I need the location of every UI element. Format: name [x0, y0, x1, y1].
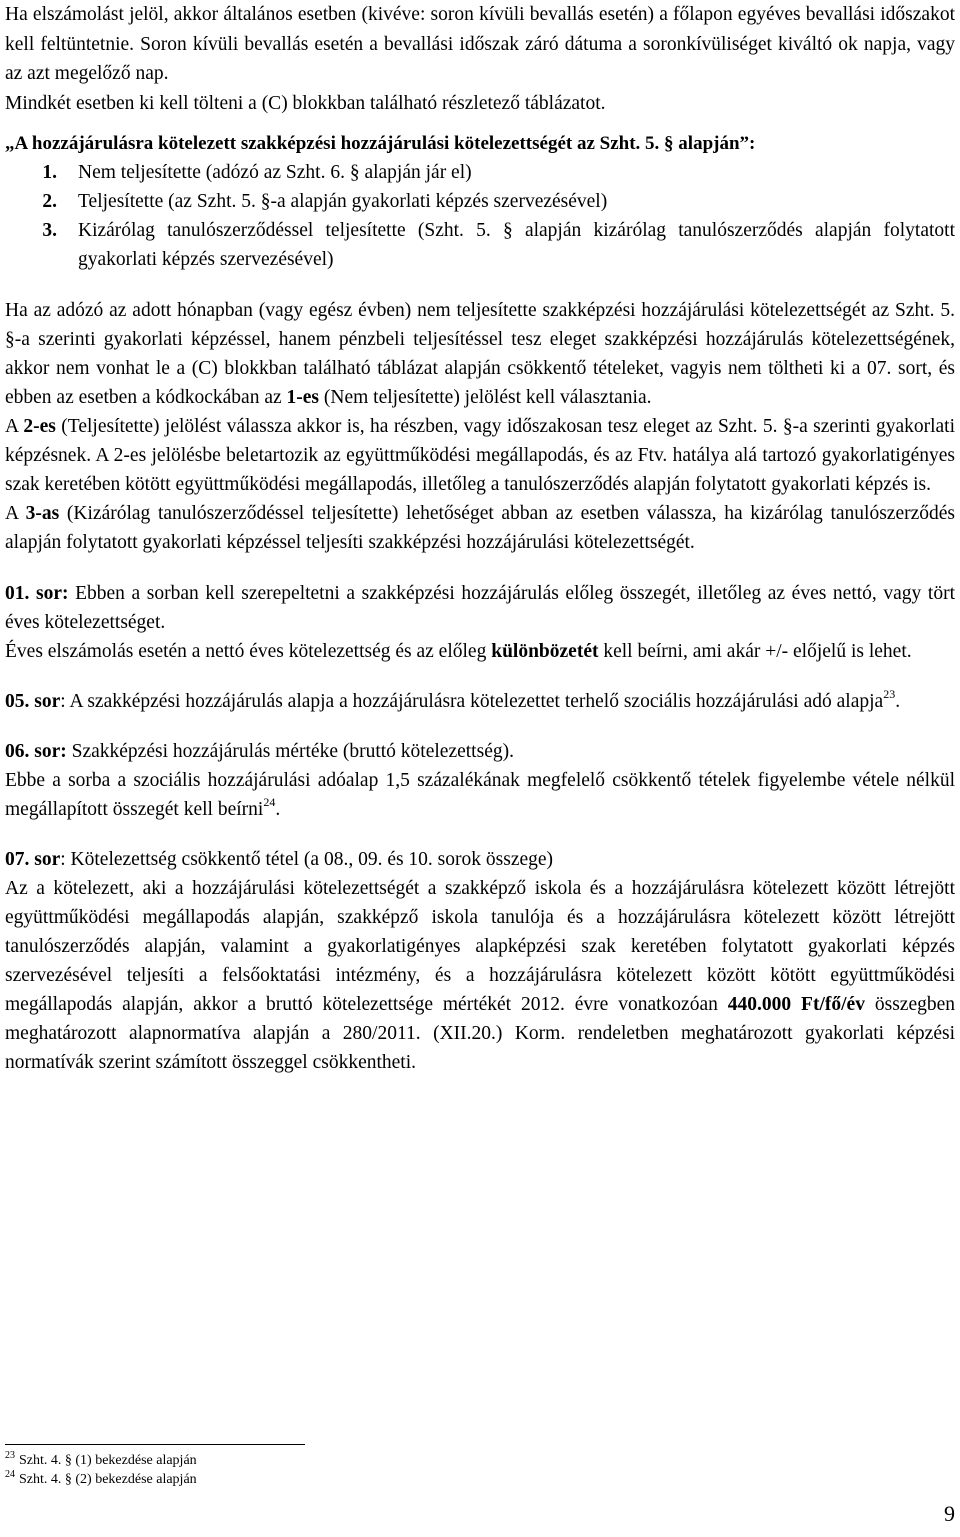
footnote-number: 23 [5, 1450, 15, 1461]
row-label: 01. sor: [5, 583, 69, 604]
row-label: 06. sor: [5, 741, 67, 762]
row-text: . [895, 691, 901, 712]
row-06-description [5, 737, 955, 766]
row-label: 07. sor [5, 849, 61, 870]
row-text: Ebben a sorban kell szerepeltetni a szakképzési hozzájárulás előleg összegét, illetőleg az éves nettó, vagy tört éves kötelezettséget. [5, 583, 955, 633]
explain-text: A [5, 503, 26, 524]
footnote-text: Szht. 4. § (1) bekezdése alapján [19, 1453, 197, 1468]
row-text: összegben meghatározott alapnormatíva alapján a 280/2011. (XII.20.) Korm. rendeletben meghatározott gyakorlati képzési normatívák szerint számított összeggel csökkentheti. [5, 994, 955, 1073]
row-01-annual-note [5, 637, 955, 666]
row-text: Szakképzési hozzájárulás mértéke (bruttó kötelezettség). [66, 741, 514, 762]
row-07-note [5, 874, 955, 1077]
explain-text: (Nem teljesítette) jelölést kell választania. [319, 387, 652, 408]
footnote-ref: 23 [883, 687, 896, 701]
explain-paragraph-3 [5, 499, 955, 557]
footnote-number: 24 [5, 1469, 15, 1480]
option-number: 2. [42, 191, 57, 212]
footnote-divider [5, 1444, 305, 1445]
intro-paragraph-table-note: Mindkét esetben ki kell tölteni a (C) blokkban található részletező táblázatot. [5, 92, 606, 114]
footnotes [5, 1444, 605, 1489]
row-text: Éves elszámolás esetén a nettó éves kötelezettség és az előleg [5, 641, 492, 662]
row-text: kell beírni, ami akár +/- előjelű is lehet. [598, 641, 912, 662]
row-text: . [275, 799, 281, 820]
footnote-item [5, 1451, 605, 1470]
document-page [5, 0, 955, 1077]
section-heading: „A hozzájárulásra kötelezett szakképzési hozzájárulási kötelezettségét az Szht. 5. § alapján”: [5, 133, 756, 154]
intro-section [5, 0, 955, 118]
option-list [5, 158, 955, 274]
option-number: 1. [42, 162, 57, 183]
explain-text: A [5, 416, 24, 437]
option-text: Teljesítette (az Szht. 5. §-a alapján gyakorlati képzés szervezésével) [78, 191, 608, 212]
option-item [5, 187, 955, 216]
row-01-description [5, 579, 955, 637]
option-code-2: 2-es [23, 416, 56, 437]
option-code-1: 1-es [286, 387, 320, 408]
row-text: Az a kötelezett, aki a hozzájárulási kötelezettségét a szakképző iskola és a hozzájárulásra kötelezett között létrejött együttműködési megállapodás alapján, szakképző iskola tanulója és a hozzájárulásra kötelezett között létrejött tanulószerződés alapján, valamint a gyakorlatigényes alapképzési szak keretében folytatott gyakorlati képzés szervezésével teljesíti a felsőoktatási intézmény, és a hozzájárulásra kötelezett között kötött együttműködési megállapodás alapján, akkor a bruttó kötelezettsége mértékét 2012. évre vonatkozóan [5, 878, 955, 1015]
option-code-3: 3-as [25, 503, 60, 524]
option-number: 3. [42, 220, 57, 241]
option-item [5, 216, 955, 274]
row-text: Ebbe a sorba a szociális hozzájárulási adóalap 1,5 százalékának megfelelő csökkentő tételek figyelembe vétele nélkül megállapított összegét kell beírni [5, 770, 955, 820]
explain-text: (Teljesítette) jelölést válassza akkor is, ha részben, vagy időszakosan tesz eleget az Szht. 5. §-a szerinti gyakorlati képzésnek. A 2-es jelölésbe beletartozik az együttműködési megállapodás, és az Ftv. hatálya alá tartozó gyakorlatigényes szak keretében kötött együttműködési megállapodás, illetőleg a tanulószerződés alapján folytatott gyakorlati képzés is. [5, 416, 955, 495]
intro-paragraph: Ha elszámolást jelöl, akkor általános esetben (kivéve: soron kívüli bevallás esetén) a főlapon egyéves bevallási időszakot kell feltüntetnie. Soron kívüli bevallás esetén a bevallási időszak záró dátuma a soronkívüliséget kiváltó ok napja, vagy az azt megelőző nap. [5, 4, 955, 84]
footnote-item [5, 1470, 605, 1489]
footnote-ref: 24 [263, 795, 276, 809]
explain-text: (Kizárólag tanulószerződéssel teljesítette) lehetőséget abban az esetben válassza, ha kizárólag tanulószerződés alapján folytatott gyakorlati képzéssel teljesíti szakképzési hozzájárulási kötelezettségét. [5, 503, 955, 553]
row-05-description [5, 687, 955, 716]
option-item [5, 158, 955, 187]
option-text: Kizárólag tanulószerződéssel teljesítette (Szht. 5. § alapján kizárólag tanulószerződés alapján folytatott gyakorlati képzés szervezésével) [78, 220, 955, 270]
row-label: 05. sor [5, 691, 61, 712]
footnote-text: Szht. 4. § (2) bekezdése alapján [19, 1472, 197, 1487]
page-number: 9 [944, 1501, 955, 1526]
row-07-description [5, 845, 955, 874]
emphasis: 440.000 Ft/fő/év [727, 994, 865, 1015]
emphasis: különbözetét [491, 641, 599, 662]
explain-text: Ha az adózó az adott hónapban (vagy egész évben) nem teljesítette szakképzési hozzájárulási kötelezettségét az Szht. 5. §-a szerinti gyakorlati képzéssel, hanem pénzbeli teljesítéssel tesz eleget szakképzési hozzájárulás kötelezettségének, akkor nem vonhat le a (C) blokkban található táblázat alapján csökkentő tételeket, vagyis nem töltheti ki a 07. sort, és ebben az esetben a kódkockában az [5, 300, 955, 408]
row-text: : A szakképzési hozzájárulás alapja a hozzájárulásra kötelezettet terhelő szociális hozzájárulási adó alapja [60, 691, 884, 712]
row-text: : Kötelezettség csökkentő tétel (a 08., 09. és 10. sorok összege) [60, 849, 554, 870]
option-text: Nem teljesítette (adózó az Szht. 6. § alapján jár el) [78, 162, 472, 183]
explain-paragraph-2 [5, 412, 955, 499]
row-06-note [5, 766, 955, 824]
explain-paragraph-1 [5, 296, 955, 412]
